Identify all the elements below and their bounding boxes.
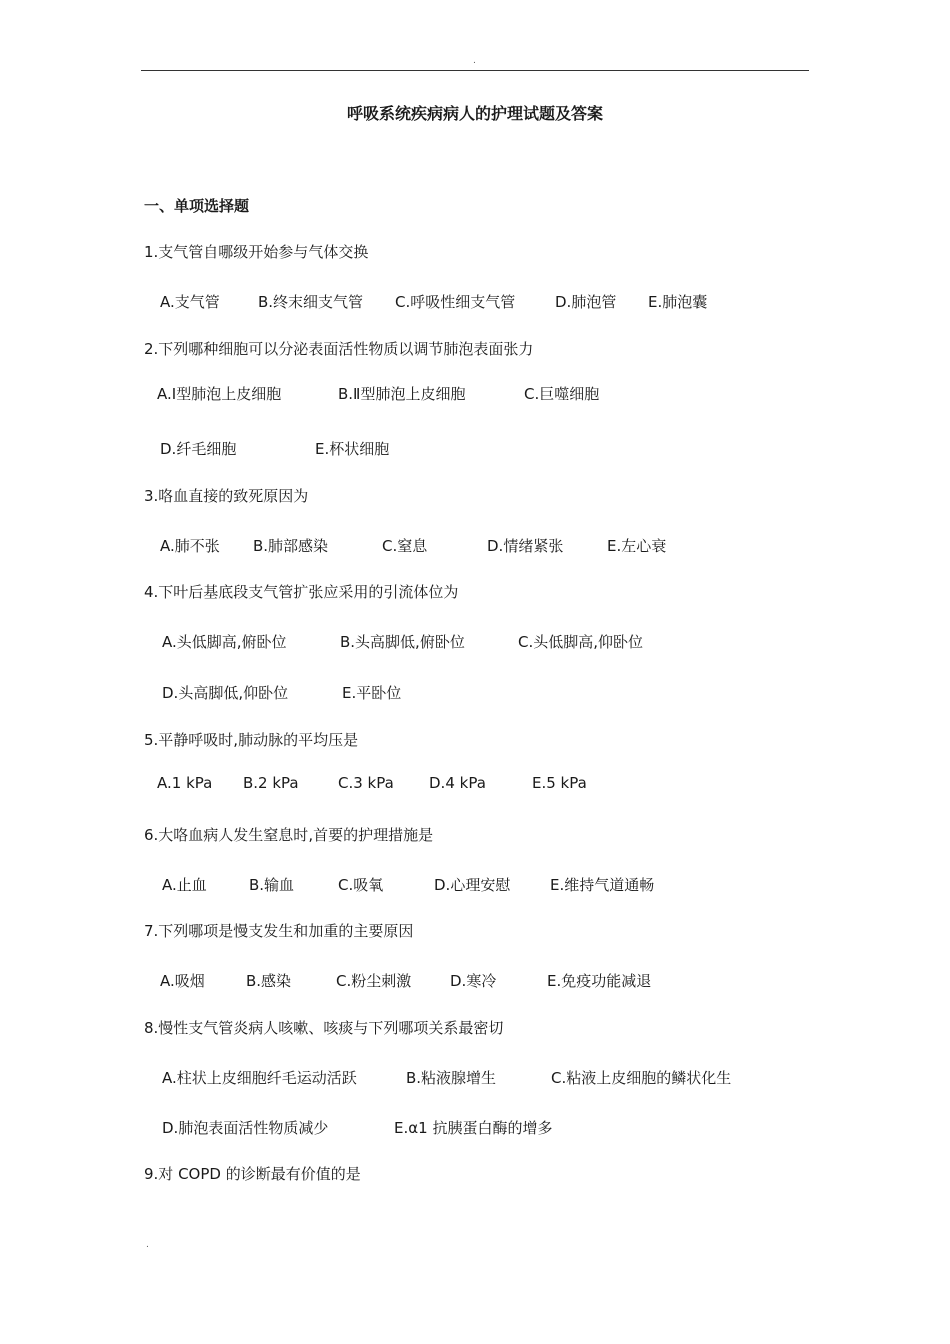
q5-option-e: E.5 kPa <box>532 774 587 792</box>
q2-option-d: D.纤毛细胞 <box>160 440 237 458</box>
q1-option-c: C.呼吸性细支气管 <box>395 293 516 311</box>
q3-option-c: C.窒息 <box>382 537 428 555</box>
header-mark: . <box>473 56 476 66</box>
q2-option-c: C.巨噬细胞 <box>524 385 600 403</box>
question-4: 4.下叶后基底段支气管扩张应采用的引流体位为 <box>144 583 459 601</box>
q6-option-e: E.维持气道通畅 <box>550 876 655 894</box>
q4-option-c: C.头低脚高,仰卧位 <box>518 633 644 651</box>
q5-option-c: C.3 kPa <box>338 774 394 792</box>
q2-option-e: E.杯状细胞 <box>315 440 390 458</box>
question-1: 1.支气管自哪级开始参与气体交换 <box>144 243 369 261</box>
question-6: 6.大咯血病人发生窒息时,首要的护理措施是 <box>144 826 434 844</box>
question-2: 2.下列哪种细胞可以分泌表面活性物质以调节肺泡表面张力 <box>144 340 534 358</box>
q7-option-b: B.感染 <box>246 972 292 990</box>
q1-option-d: D.肺泡管 <box>555 293 617 311</box>
q3-option-e: E.左心衰 <box>607 537 667 555</box>
question-9: 9.对 COPD 的诊断最有价值的是 <box>144 1165 361 1183</box>
q8-option-b: B.粘液腺增生 <box>406 1069 497 1087</box>
q3-option-d: D.情绪紧张 <box>487 537 564 555</box>
section-heading: 一、单项选择题 <box>144 197 250 215</box>
q1-option-b: B.终末细支气管 <box>258 293 364 311</box>
q6-option-d: D.心理安慰 <box>434 876 511 894</box>
q5-option-a: A.1 kPa <box>157 774 213 792</box>
q4-option-a: A.头低脚高,俯卧位 <box>162 633 287 651</box>
q1-option-a: A.支气管 <box>160 293 220 311</box>
header-rule <box>141 70 809 71</box>
q1-option-e: E.肺泡囊 <box>648 293 708 311</box>
q3-option-b: B.肺部感染 <box>253 537 329 555</box>
q8-option-c: C.粘液上皮细胞的鳞状化生 <box>551 1069 732 1087</box>
question-7: 7.下列哪项是慢支发生和加重的主要原因 <box>144 922 414 940</box>
document-title: 呼吸系统疾病病人的护理试题及答案 <box>346 104 603 123</box>
q8-option-d: D.肺泡表面活性物质减少 <box>162 1119 329 1137</box>
q4-option-e: E.平卧位 <box>342 684 402 702</box>
question-8: 8.慢性支气管炎病人咳嗽、咳痰与下列哪项关系最密切 <box>144 1019 504 1037</box>
question-5: 5.平静呼吸时,肺动脉的平均压是 <box>144 731 359 749</box>
q8-option-e: E.α1 抗胰蛋白酶的增多 <box>394 1119 553 1137</box>
q7-option-e: E.免疫功能减退 <box>547 972 652 990</box>
question-3: 3.咯血直接的致死原因为 <box>144 487 309 505</box>
q8-option-a: A.柱状上皮细胞纤毛运动活跃 <box>162 1069 357 1087</box>
q6-option-c: C.吸氧 <box>338 876 384 894</box>
q7-option-c: C.粉尘刺激 <box>336 972 412 990</box>
q2-option-b: B.Ⅱ型肺泡上皮细胞 <box>338 385 466 403</box>
q7-option-a: A.吸烟 <box>160 972 205 990</box>
q6-option-b: B.输血 <box>249 876 295 894</box>
q3-option-a: A.肺不张 <box>160 537 220 555</box>
q4-option-b: B.头高脚低,俯卧位 <box>340 633 465 651</box>
footer-mark: . <box>146 1240 149 1250</box>
q6-option-a: A.止血 <box>162 876 207 894</box>
q7-option-d: D.寒冷 <box>450 972 497 990</box>
q2-option-a: A.Ⅰ型肺泡上皮细胞 <box>157 385 282 403</box>
q4-option-d: D.头高脚低,仰卧位 <box>162 684 289 702</box>
q5-option-d: D.4 kPa <box>429 774 486 792</box>
q5-option-b: B.2 kPa <box>243 774 299 792</box>
